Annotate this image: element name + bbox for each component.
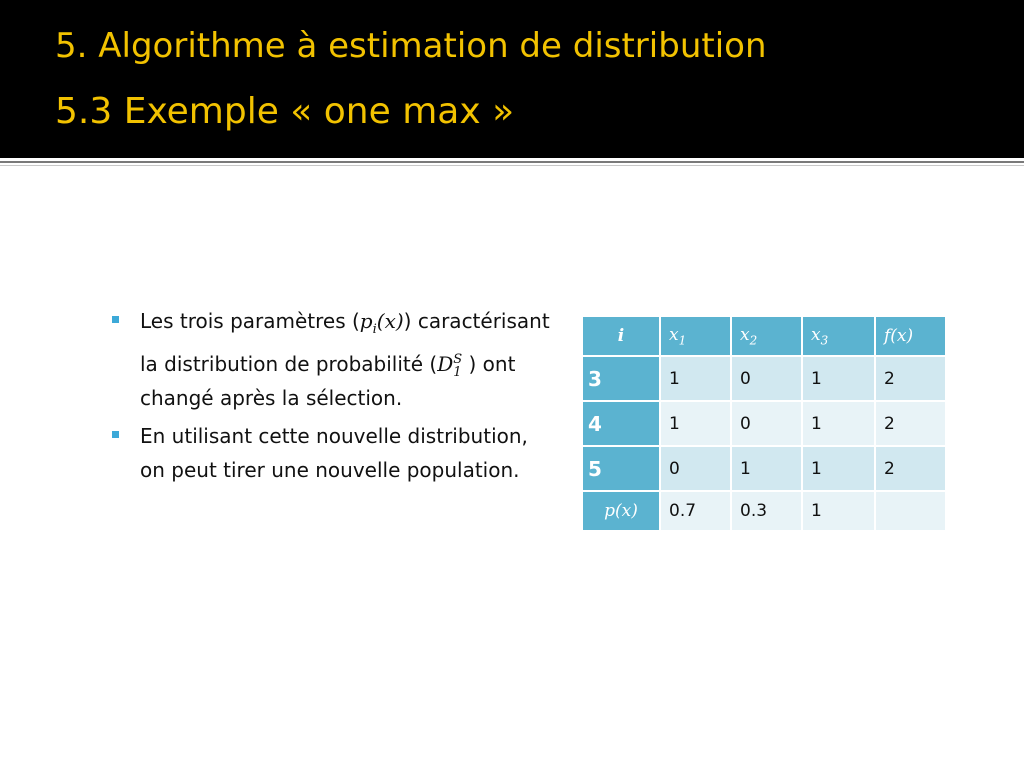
table-row <box>582 356 946 401</box>
math-p-i-x: $p_i(x)$ <box>359 309 404 337</box>
bullet-2-text: En utilisant cette nouvelle distribution, on peut tirer une nouvelle population. <box>140 424 528 482</box>
header-x1: $x_1$ <box>660 316 731 356</box>
table-cell: 1 <box>660 401 731 446</box>
header-divider-thin <box>0 165 1024 166</box>
bullet-item-1 <box>110 304 550 415</box>
table-row <box>582 491 946 531</box>
table-cell: 0.3 <box>731 491 802 531</box>
bullet-1-text-start: Les trois paramètres ( <box>140 309 360 333</box>
distribution-table <box>581 315 947 532</box>
table-cell: 1 <box>802 491 875 531</box>
row-label: 4 <box>582 401 660 446</box>
table-cell: 0 <box>660 446 731 491</box>
table-row <box>582 446 946 491</box>
table-cell: 1 <box>802 401 875 446</box>
table-cell: 1 <box>660 356 731 401</box>
header-divider <box>0 161 1024 163</box>
table-cell: 0 <box>731 356 802 401</box>
bullet-square-icon <box>112 431 119 438</box>
header-x2: $x_2$ <box>731 316 802 356</box>
bullet-list <box>110 304 550 491</box>
table-cell: 1 <box>802 446 875 491</box>
table-header-row <box>582 316 946 356</box>
slide-title-line-1: 5. Algorithme à estimation de distribution <box>55 26 767 66</box>
bullet-1-text-mid: ) caractérisant la distribution de probabilité ( <box>140 309 550 376</box>
row-label: 5 <box>582 446 660 491</box>
table-cell: 0.7 <box>660 491 731 531</box>
header-x3: $x_3$ <box>802 316 875 356</box>
table-cell: 2 <box>875 401 946 446</box>
table-cell: 1 <box>802 356 875 401</box>
math-d-1-s: D S 1 <box>437 351 463 380</box>
slide-header <box>0 0 1024 158</box>
header-fx: f(x) <box>875 316 946 356</box>
table-cell: 2 <box>875 356 946 401</box>
row-label-px: p(x) <box>582 491 660 531</box>
bullet-item-2 <box>110 419 550 487</box>
table-row <box>582 401 946 446</box>
table-cell: 2 <box>875 446 946 491</box>
slide-title-line-2: 5.3 Exemple « one max » <box>55 91 515 132</box>
table-cell <box>875 491 946 531</box>
row-label: 3 <box>582 356 660 401</box>
table-cell: 1 <box>731 446 802 491</box>
table-cell: 0 <box>731 401 802 446</box>
header-i: i <box>582 316 660 356</box>
bullet-square-icon <box>112 316 119 323</box>
bullet-1-text-end: ) ont changé après la sélection. <box>140 352 516 410</box>
